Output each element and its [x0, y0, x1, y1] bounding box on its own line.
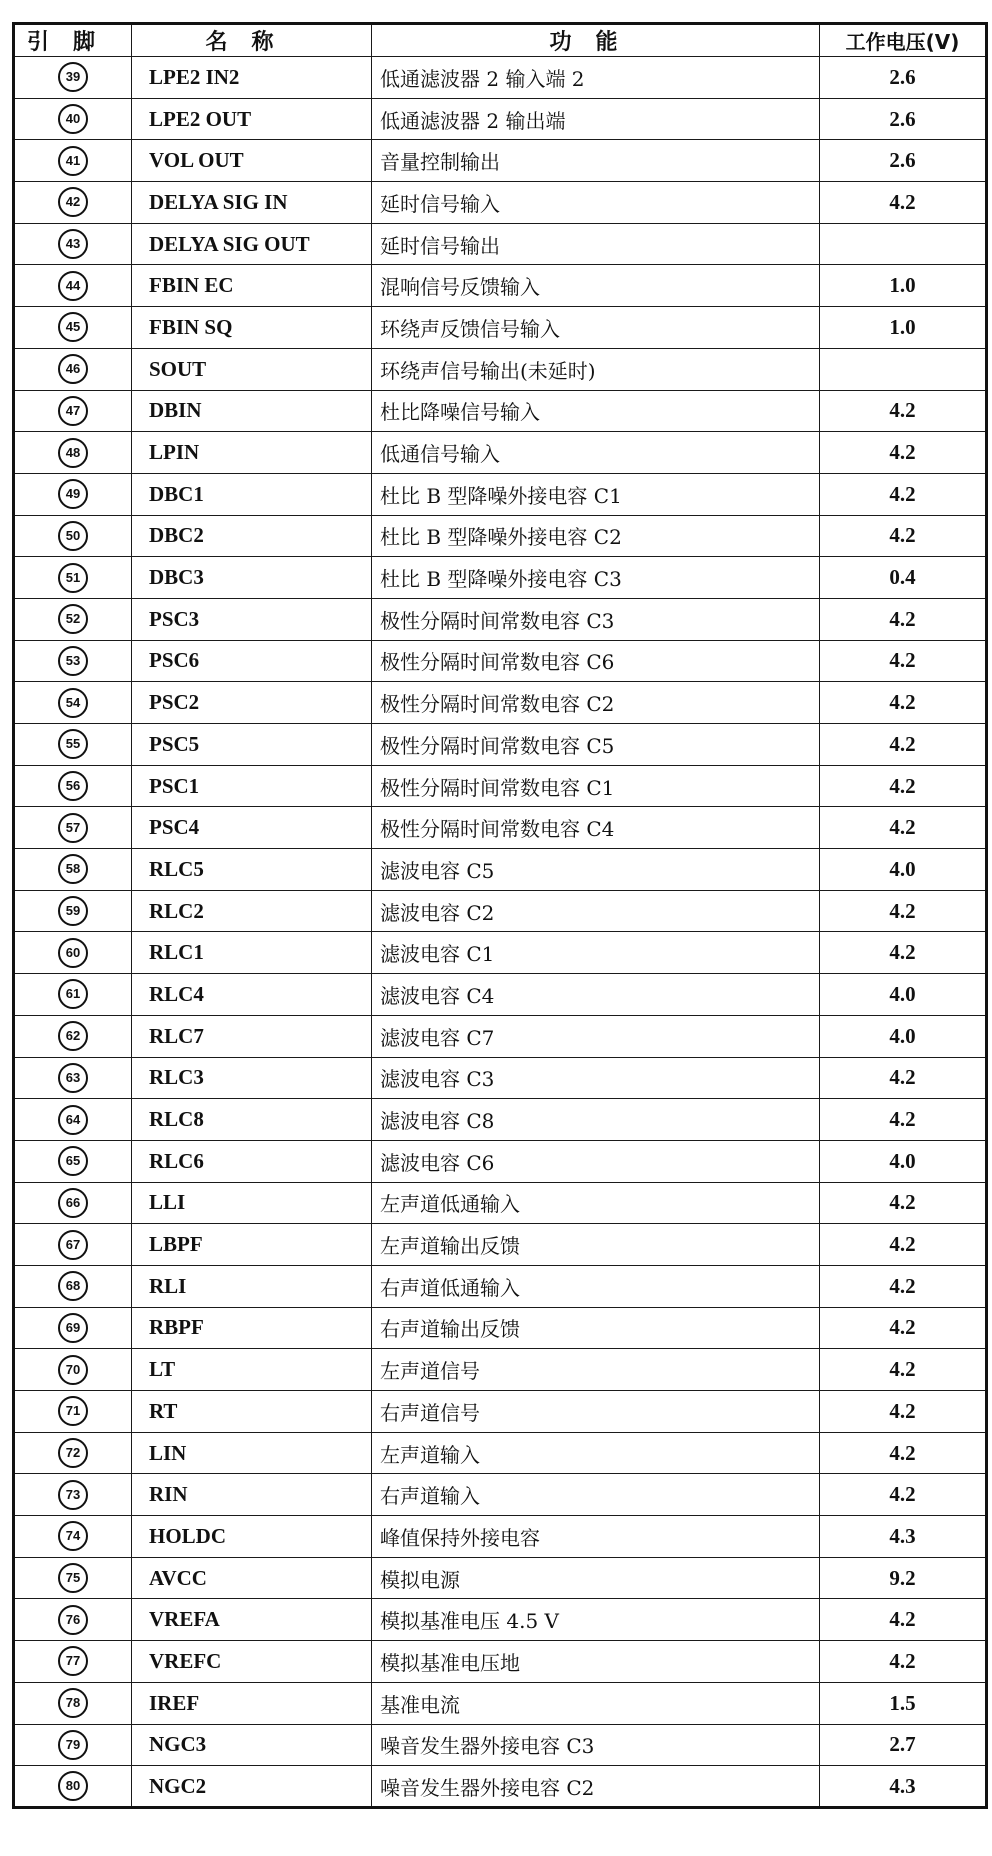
pin-cell — [14, 1099, 132, 1141]
pin-function-cell: 右声道输入 — [372, 1474, 820, 1516]
pin-name-cell: NGC3 — [132, 1724, 372, 1766]
pin-cell — [14, 307, 132, 349]
table-row — [14, 1391, 987, 1433]
pin-number-badge: 79 — [58, 1730, 88, 1760]
pin-name-cell: RLC5 — [132, 849, 372, 891]
pin-function-table — [12, 22, 988, 1809]
pin-name-cell: DELYA SIG IN — [132, 182, 372, 224]
pin-cell — [14, 1474, 132, 1516]
pin-number-badge: 59 — [58, 896, 88, 926]
table-row — [14, 1182, 987, 1224]
pin-voltage-cell: 4.0 — [820, 1015, 987, 1057]
pin-number-badge: 50 — [58, 521, 88, 551]
pin-voltage-cell — [820, 223, 987, 265]
pin-name-cell: RLC4 — [132, 974, 372, 1016]
pin-name-cell: RIN — [132, 1474, 372, 1516]
pin-number-badge: 58 — [58, 854, 88, 884]
pin-cell — [14, 557, 132, 599]
pin-function-cell: 延时信号输出 — [372, 223, 820, 265]
table-row — [14, 974, 987, 1016]
pin-name-cell: PSC6 — [132, 640, 372, 682]
pin-cell — [14, 1140, 132, 1182]
pin-voltage-cell: 4.2 — [820, 432, 987, 474]
pin-voltage-cell: 4.2 — [820, 1224, 987, 1266]
pin-number-badge: 70 — [58, 1355, 88, 1385]
pin-number-badge: 46 — [58, 354, 88, 384]
pin-number-badge: 41 — [58, 146, 88, 176]
pin-name-cell: DBIN — [132, 390, 372, 432]
table-row — [14, 515, 987, 557]
pin-voltage-cell: 4.2 — [820, 932, 987, 974]
pin-name-cell: VREFA — [132, 1599, 372, 1641]
pin-name-cell: DBC1 — [132, 473, 372, 515]
pin-cell — [14, 1057, 132, 1099]
table-row — [14, 807, 987, 849]
pin-cell — [14, 223, 132, 265]
pin-name-cell: FBIN EC — [132, 265, 372, 307]
pin-name-cell: HOLDC — [132, 1516, 372, 1558]
pin-number-badge: 45 — [58, 312, 88, 342]
table-row — [14, 1015, 987, 1057]
pin-number-badge: 57 — [58, 813, 88, 843]
pin-voltage-cell: 4.2 — [820, 807, 987, 849]
pin-voltage-cell: 4.2 — [820, 1307, 987, 1349]
table-row — [14, 890, 987, 932]
pin-voltage-cell: 4.2 — [820, 1057, 987, 1099]
table-row — [14, 223, 987, 265]
pin-name-cell: PSC5 — [132, 724, 372, 766]
table-row — [14, 598, 987, 640]
table-row — [14, 557, 987, 599]
pin-voltage-cell: 4.2 — [820, 1265, 987, 1307]
pin-voltage-cell — [820, 348, 987, 390]
pin-name-cell: FBIN SQ — [132, 307, 372, 349]
pin-number-badge: 48 — [58, 438, 88, 468]
pin-name-cell: SOUT — [132, 348, 372, 390]
table-row — [14, 1557, 987, 1599]
pin-number-badge: 51 — [58, 563, 88, 593]
pin-name-cell: PSC2 — [132, 682, 372, 724]
pin-name-cell: RLC2 — [132, 890, 372, 932]
pin-name-cell: LPE2 OUT — [132, 98, 372, 140]
pin-function-cell: 峰值保持外接电容 — [372, 1516, 820, 1558]
pin-number-badge: 75 — [58, 1563, 88, 1593]
pin-cell — [14, 1641, 132, 1683]
pin-name-cell: PSC3 — [132, 598, 372, 640]
pin-number-badge: 43 — [58, 229, 88, 259]
pin-name-cell: RLC8 — [132, 1099, 372, 1141]
pin-number-badge: 61 — [58, 979, 88, 1009]
pin-voltage-cell: 4.2 — [820, 1599, 987, 1641]
pin-number-badge: 67 — [58, 1230, 88, 1260]
pin-voltage-cell: 1.0 — [820, 307, 987, 349]
table-row — [14, 1516, 987, 1558]
pin-voltage-cell: 4.2 — [820, 390, 987, 432]
table-row — [14, 348, 987, 390]
pin-function-cell: 滤波电容 C6 — [372, 1140, 820, 1182]
pin-name-cell: LPIN — [132, 432, 372, 474]
table-row — [14, 182, 987, 224]
pin-function-cell: 左声道低通输入 — [372, 1182, 820, 1224]
pin-function-cell: 模拟基准电压地 — [372, 1641, 820, 1683]
table-body — [14, 57, 987, 1808]
table-row — [14, 57, 987, 99]
table-row — [14, 1265, 987, 1307]
pin-number-badge: 40 — [58, 104, 88, 134]
pin-voltage-cell: 4.3 — [820, 1516, 987, 1558]
pin-function-cell: 滤波电容 C7 — [372, 1015, 820, 1057]
pin-name-cell: NGC2 — [132, 1766, 372, 1808]
pin-number-badge: 66 — [58, 1188, 88, 1218]
pin-number-badge: 77 — [58, 1646, 88, 1676]
pin-cell — [14, 390, 132, 432]
pin-name-cell: LPE2 IN2 — [132, 57, 372, 99]
pin-function-cell: 环绕声信号输出(未延时) — [372, 348, 820, 390]
table-row — [14, 1349, 987, 1391]
pin-cell — [14, 1599, 132, 1641]
pin-cell — [14, 1432, 132, 1474]
pin-cell — [14, 1224, 132, 1266]
pin-voltage-cell: 4.0 — [820, 1140, 987, 1182]
pin-number-badge: 49 — [58, 479, 88, 509]
pin-number-badge: 62 — [58, 1021, 88, 1051]
pin-voltage-cell: 4.2 — [820, 765, 987, 807]
pin-number-badge: 44 — [58, 271, 88, 301]
pin-number-badge: 72 — [58, 1438, 88, 1468]
pin-voltage-cell: 4.2 — [820, 1474, 987, 1516]
pin-cell — [14, 98, 132, 140]
table-row — [14, 849, 987, 891]
pin-name-cell: VREFC — [132, 1641, 372, 1683]
pin-function-cell: 低通信号输入 — [372, 432, 820, 474]
pin-number-badge: 78 — [58, 1688, 88, 1718]
pin-name-cell: DELYA SIG OUT — [132, 223, 372, 265]
pin-function-cell: 低通滤波器 2 输入端 2 — [372, 57, 820, 99]
pin-voltage-cell: 4.2 — [820, 182, 987, 224]
table-row — [14, 1766, 987, 1808]
pin-function-cell: 基准电流 — [372, 1682, 820, 1724]
pin-name-cell: RLC3 — [132, 1057, 372, 1099]
table-row — [14, 1224, 987, 1266]
pin-number-badge: 54 — [58, 688, 88, 718]
pin-voltage-cell: 4.2 — [820, 1349, 987, 1391]
table-row — [14, 473, 987, 515]
pin-voltage-cell: 2.6 — [820, 98, 987, 140]
pin-function-cell: 左声道信号 — [372, 1349, 820, 1391]
pin-cell — [14, 890, 132, 932]
pin-cell — [14, 1682, 132, 1724]
pin-voltage-cell: 4.0 — [820, 849, 987, 891]
pin-voltage-cell: 4.2 — [820, 1099, 987, 1141]
pin-number-badge: 69 — [58, 1313, 88, 1343]
table-row — [14, 1599, 987, 1641]
pin-name-cell: DBC3 — [132, 557, 372, 599]
pin-name-cell: VOL OUT — [132, 140, 372, 182]
table-row — [14, 1724, 987, 1766]
pin-cell — [14, 140, 132, 182]
pin-function-cell: 极性分隔时间常数电容 C1 — [372, 765, 820, 807]
pin-name-cell: RBPF — [132, 1307, 372, 1349]
pin-function-cell: 左声道输入 — [372, 1432, 820, 1474]
pin-voltage-cell: 4.2 — [820, 1432, 987, 1474]
pin-cell — [14, 932, 132, 974]
pin-cell — [14, 1307, 132, 1349]
table-row — [14, 724, 987, 766]
pin-function-cell: 杜比 B 型降噪外接电容 C1 — [372, 473, 820, 515]
pin-function-cell: 混响信号反馈输入 — [372, 265, 820, 307]
pin-cell — [14, 974, 132, 1016]
pin-voltage-cell: 4.2 — [820, 682, 987, 724]
pin-number-badge: 60 — [58, 938, 88, 968]
pin-cell — [14, 1015, 132, 1057]
pin-voltage-cell: 9.2 — [820, 1557, 987, 1599]
table-row — [14, 265, 987, 307]
table-row — [14, 1641, 987, 1683]
pin-cell — [14, 1766, 132, 1808]
pin-function-cell: 杜比降噪信号输入 — [372, 390, 820, 432]
pin-number-badge: 56 — [58, 771, 88, 801]
table-row — [14, 1057, 987, 1099]
pin-cell — [14, 1182, 132, 1224]
pin-cell — [14, 1724, 132, 1766]
pin-function-cell: 右声道低通输入 — [372, 1265, 820, 1307]
pin-function-cell: 滤波电容 C8 — [372, 1099, 820, 1141]
pin-name-cell: PSC1 — [132, 765, 372, 807]
pin-name-cell: LT — [132, 1349, 372, 1391]
pin-cell — [14, 57, 132, 99]
pin-voltage-cell: 1.0 — [820, 265, 987, 307]
pin-voltage-cell: 2.7 — [820, 1724, 987, 1766]
pin-cell — [14, 1265, 132, 1307]
pin-number-badge: 55 — [58, 729, 88, 759]
table-row — [14, 1682, 987, 1724]
pin-voltage-cell: 4.2 — [820, 640, 987, 682]
pin-cell — [14, 1391, 132, 1433]
pin-voltage-cell: 2.6 — [820, 57, 987, 99]
pin-name-cell: LLI — [132, 1182, 372, 1224]
pin-cell — [14, 765, 132, 807]
pin-function-cell: 环绕声反馈信号输入 — [372, 307, 820, 349]
pin-function-cell: 滤波电容 C3 — [372, 1057, 820, 1099]
pin-name-cell: RT — [132, 1391, 372, 1433]
pin-function-cell: 延时信号输入 — [372, 182, 820, 224]
pin-cell — [14, 515, 132, 557]
pin-function-cell: 滤波电容 C4 — [372, 974, 820, 1016]
pin-cell — [14, 1557, 132, 1599]
pin-voltage-cell: 4.2 — [820, 1182, 987, 1224]
pin-cell — [14, 1516, 132, 1558]
pin-function-cell: 杜比 B 型降噪外接电容 C3 — [372, 557, 820, 599]
table-row — [14, 1140, 987, 1182]
pin-cell — [14, 348, 132, 390]
pin-number-badge: 39 — [58, 62, 88, 92]
pin-voltage-cell: 0.4 — [820, 557, 987, 599]
pin-cell — [14, 640, 132, 682]
pin-function-cell: 杜比 B 型降噪外接电容 C2 — [372, 515, 820, 557]
pin-number-badge: 73 — [58, 1480, 88, 1510]
pin-function-sheet — [12, 22, 985, 1809]
pin-cell — [14, 432, 132, 474]
pin-name-cell: PSC4 — [132, 807, 372, 849]
pin-cell — [14, 473, 132, 515]
pin-voltage-cell: 1.5 — [820, 1682, 987, 1724]
table-row — [14, 1099, 987, 1141]
table-row — [14, 1474, 987, 1516]
pin-function-cell: 极性分隔时间常数电容 C5 — [372, 724, 820, 766]
pin-function-cell: 滤波电容 C1 — [372, 932, 820, 974]
header-voltage: 工作电压(V) — [820, 24, 987, 57]
pin-voltage-cell: 4.2 — [820, 724, 987, 766]
pin-function-cell: 极性分隔时间常数电容 C3 — [372, 598, 820, 640]
pin-cell — [14, 182, 132, 224]
pin-function-cell: 滤波电容 C2 — [372, 890, 820, 932]
pin-function-cell: 右声道信号 — [372, 1391, 820, 1433]
pin-number-badge: 47 — [58, 396, 88, 426]
pin-cell — [14, 724, 132, 766]
pin-cell — [14, 1349, 132, 1391]
pin-number-badge: 68 — [58, 1271, 88, 1301]
table-row — [14, 1432, 987, 1474]
table-row — [14, 1307, 987, 1349]
pin-voltage-cell: 4.3 — [820, 1766, 987, 1808]
table-row — [14, 307, 987, 349]
pin-number-badge: 52 — [58, 604, 88, 634]
table-row — [14, 682, 987, 724]
header-name: 名称 — [132, 24, 372, 57]
pin-name-cell: DBC2 — [132, 515, 372, 557]
pin-number-badge: 64 — [58, 1105, 88, 1135]
pin-voltage-cell: 4.2 — [820, 1391, 987, 1433]
pin-name-cell: LBPF — [132, 1224, 372, 1266]
table-row — [14, 932, 987, 974]
table-row — [14, 140, 987, 182]
pin-voltage-cell: 4.2 — [820, 473, 987, 515]
pin-voltage-cell: 4.0 — [820, 974, 987, 1016]
table-row — [14, 98, 987, 140]
pin-name-cell: RLC6 — [132, 1140, 372, 1182]
pin-number-badge: 65 — [58, 1146, 88, 1176]
pin-voltage-cell: 4.2 — [820, 1641, 987, 1683]
pin-number-badge: 42 — [58, 187, 88, 217]
pin-function-cell: 左声道输出反馈 — [372, 1224, 820, 1266]
pin-name-cell: RLC7 — [132, 1015, 372, 1057]
table-row — [14, 390, 987, 432]
pin-function-cell: 低通滤波器 2 输出端 — [372, 98, 820, 140]
pin-name-cell: IREF — [132, 1682, 372, 1724]
table-row — [14, 640, 987, 682]
pin-function-cell: 噪音发生器外接电容 C3 — [372, 1724, 820, 1766]
pin-voltage-cell: 4.2 — [820, 515, 987, 557]
pin-function-cell: 滤波电容 C5 — [372, 849, 820, 891]
header-row — [14, 24, 987, 57]
pin-voltage-cell: 2.6 — [820, 140, 987, 182]
pin-name-cell: AVCC — [132, 1557, 372, 1599]
pin-number-badge: 74 — [58, 1521, 88, 1551]
pin-function-cell: 极性分隔时间常数电容 C6 — [372, 640, 820, 682]
pin-cell — [14, 807, 132, 849]
pin-function-cell: 极性分隔时间常数电容 C4 — [372, 807, 820, 849]
pin-cell — [14, 598, 132, 640]
pin-function-cell: 噪音发生器外接电容 C2 — [372, 1766, 820, 1808]
pin-number-badge: 53 — [58, 646, 88, 676]
pin-number-badge: 76 — [58, 1605, 88, 1635]
table-row — [14, 432, 987, 474]
pin-function-cell: 音量控制输出 — [372, 140, 820, 182]
pin-cell — [14, 265, 132, 307]
pin-number-badge: 80 — [58, 1771, 88, 1801]
pin-name-cell: RLC1 — [132, 932, 372, 974]
pin-number-badge: 71 — [58, 1396, 88, 1426]
pin-number-badge: 63 — [58, 1063, 88, 1093]
pin-cell — [14, 682, 132, 724]
header-function: 功能 — [372, 24, 820, 57]
pin-function-cell: 右声道输出反馈 — [372, 1307, 820, 1349]
header-pin: 引脚 — [14, 24, 132, 57]
pin-cell — [14, 849, 132, 891]
pin-function-cell: 极性分隔时间常数电容 C2 — [372, 682, 820, 724]
pin-name-cell: LIN — [132, 1432, 372, 1474]
pin-name-cell: RLI — [132, 1265, 372, 1307]
pin-function-cell: 模拟电源 — [372, 1557, 820, 1599]
pin-function-cell: 模拟基准电压 4.5 V — [372, 1599, 820, 1641]
pin-voltage-cell: 4.2 — [820, 598, 987, 640]
pin-voltage-cell: 4.2 — [820, 890, 987, 932]
table-row — [14, 765, 987, 807]
